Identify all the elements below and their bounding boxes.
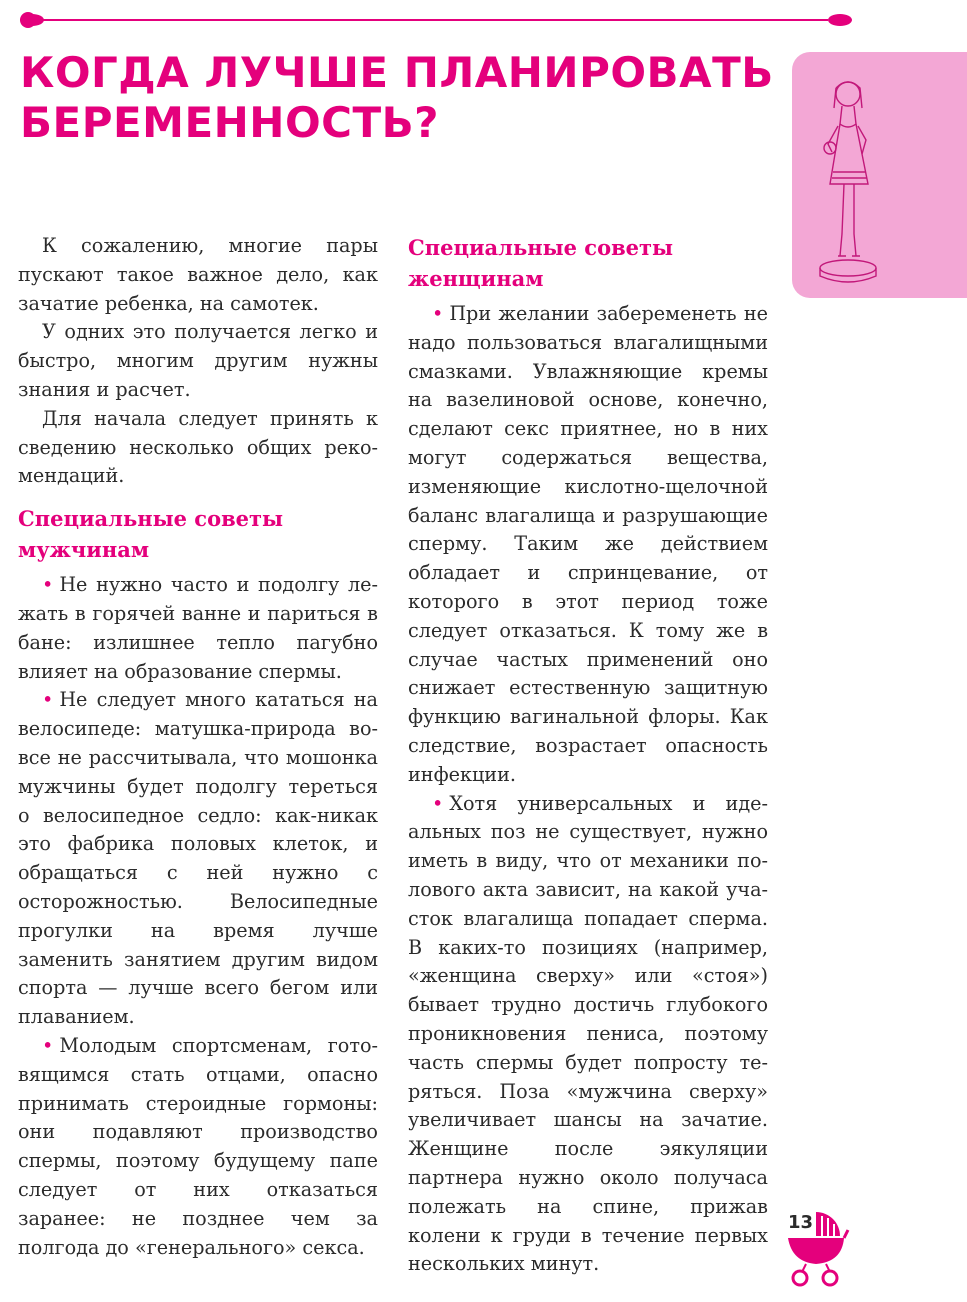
bullet-item bbox=[18, 686, 378, 1032]
bullet-item bbox=[18, 1032, 378, 1262]
bullet-text: Не следует много кататься на велосипеде: матушка-природа вовсе не рассчитывала, что мошонка мужчины будет подолгу тереться о велосипедное седло: как-никак это фабрика половых клеток, и обращаться с ней нужно с осторожностью. Велосипедные прогулки на время лучше заменить занятием другим видом спорта — лучше всего бегом или плаванием. bbox=[18, 688, 378, 1029]
page-title bbox=[20, 48, 780, 148]
bullet-item bbox=[408, 300, 768, 790]
girl-illustration-icon bbox=[808, 74, 888, 284]
page-title-line-1: КОГДА ЛУЧШЕ ПЛАНИРОВАТЬ bbox=[20, 48, 774, 97]
section-title-women: Специальные советы женщинам bbox=[408, 235, 674, 291]
left-column bbox=[18, 232, 378, 1262]
page-title-line-2: БЕРЕМЕННОСТЬ? bbox=[20, 98, 440, 147]
bullet-icon: • bbox=[42, 1033, 54, 1057]
bullet-text: Не нужно часто и подолгу лежать в горячей ванне и париться в бане: излишнее тепло пагубно влияет на образование спермы. bbox=[18, 573, 378, 683]
bullet-icon: • bbox=[42, 573, 54, 597]
intro-paragraph: К сожалению, многие пары пускают такое важное дело, как зачатие ребенка, на самотек. bbox=[18, 234, 378, 315]
bullet-icon: • bbox=[432, 302, 444, 325]
bullet-text: При желании забеременеть не надо пользоваться влагалищными смазками. Увлажняющие кремы на вазелиновой основе, конечно, сделают секс приятнее, но в них могут содержаться вещества, изменяющие кислотно-щелочной баланс влагалища и разрушающие сперму. Таким же действием обладает и спринцевание, от которого в этот период тоже следует отказаться. К тому же в случае частых применений оно снижает естественную защитную функцию вагинальной флоры. Как следствие, возрастает опасность инфекции. bbox=[408, 302, 768, 786]
bullet-item bbox=[408, 790, 768, 1280]
bullet-text: Молодым спортсменам, готовящимся стать отцами, опасно принимать стероидные гормоны: они подавляют производство спермы, поэтому будущему папе следует от них отказаться заранее: не позднее чем за полгода до «генерального» секса. bbox=[18, 1033, 378, 1259]
bullet-text: Хотя универсальных и идеальных поз не существует, нужно иметь в виду, что от механики полового акта зависит, на какой участок влагалища попадает сперма. В каких-то позициях (например, «женщина сверху» или «стоя») бывает трудно достичь глубокого проникновения пениса, поэтому часть спермы будет попросту теряться. Поза «мужчина сверху» увеличивает шансы на зачатие. Женщине после эякуляции партнера нужно около получаса полежать на спине, прижав колени к груди в течение первых нескольких минут. bbox=[408, 791, 768, 1276]
intro-paragraph: Для начала следует принять к сведению несколько общих рекомендаций. bbox=[18, 406, 378, 488]
bullet-icon: • bbox=[432, 791, 444, 815]
chapter-side-tab bbox=[792, 52, 967, 298]
stroller-icon bbox=[784, 1206, 850, 1290]
page-number: 13 bbox=[788, 1212, 814, 1233]
intro-paragraph: У одних это получается легко и быстро, многим другим нужны знания и расчет. bbox=[18, 320, 378, 401]
right-column bbox=[408, 232, 768, 1279]
decorative-top-rule bbox=[18, 10, 854, 30]
bullet-icon: • bbox=[42, 688, 54, 712]
section-title-men: Специальные советы мужчинам bbox=[18, 506, 284, 563]
bullet-item bbox=[18, 571, 378, 686]
